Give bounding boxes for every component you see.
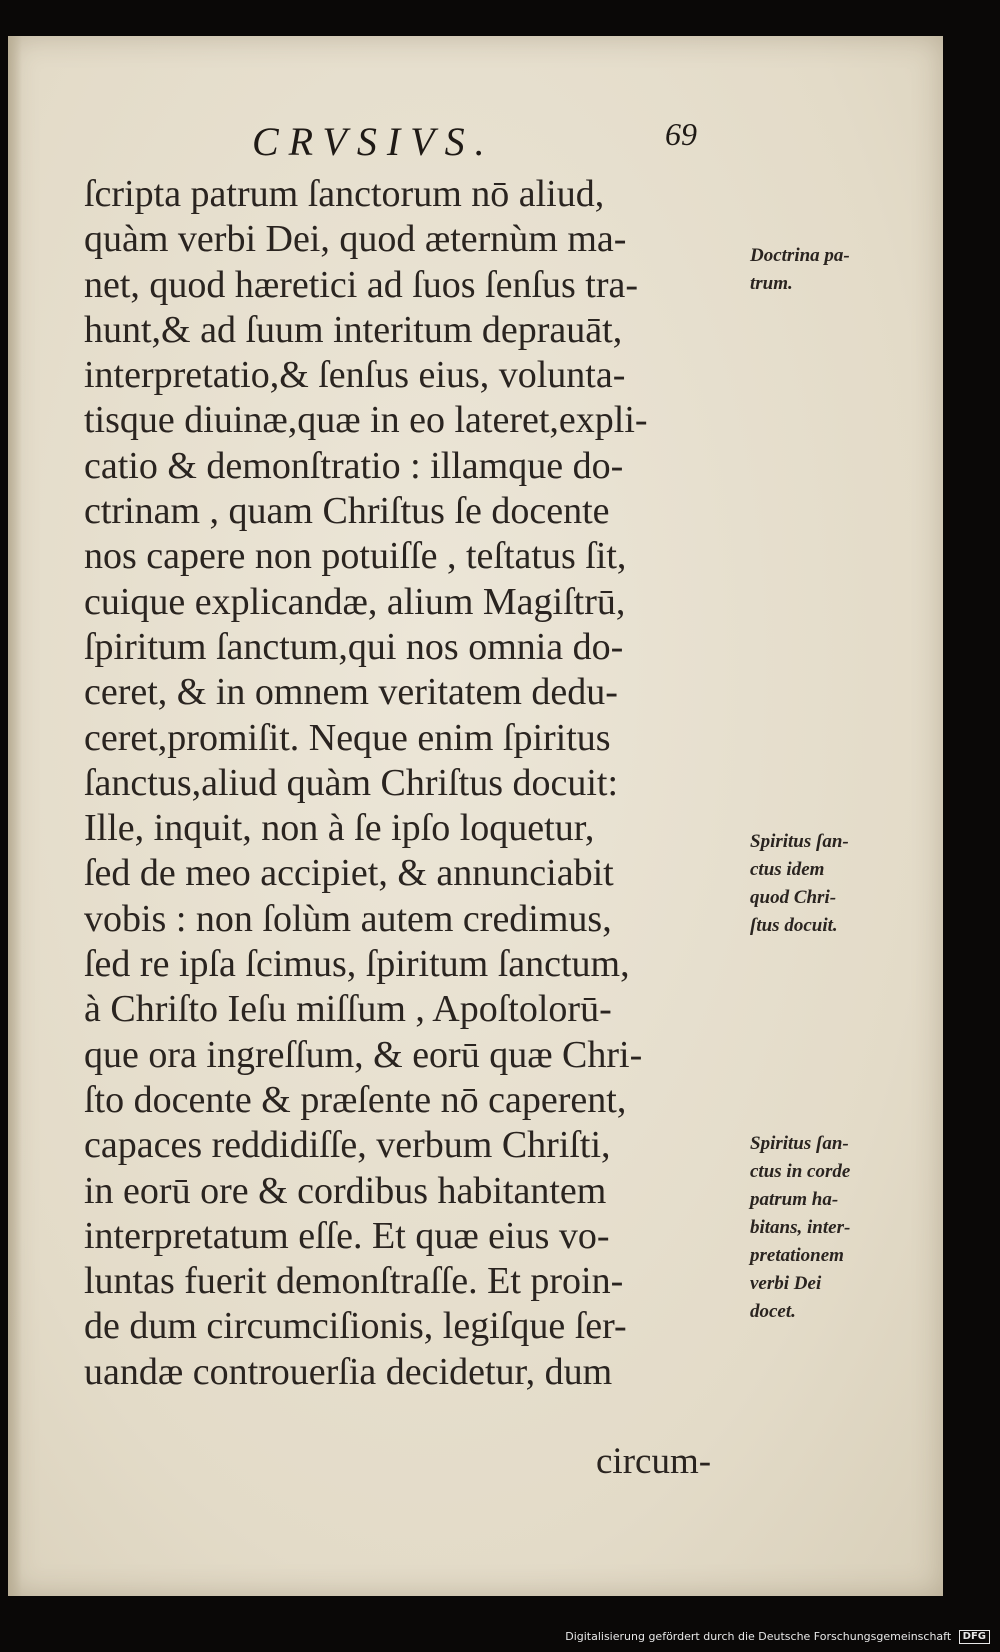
text-line: interpretatio,& ſenſus eius, volunta-: [84, 354, 626, 397]
text-line: de dum circumciſionis, legiſque ſer-: [84, 1305, 627, 1348]
text-line: interpretatum eſſe. Et quæ eius vo-: [84, 1214, 610, 1257]
marginal-note-line: pretationem: [750, 1245, 844, 1266]
marginal-note-line: ſtus docuit.: [750, 915, 838, 936]
funding-credit: [565, 1630, 990, 1644]
dfg-logo: DFG: [959, 1630, 990, 1644]
text-line: ſed re ipſa ſcimus, ſpiritum ſanctum,: [84, 943, 630, 986]
text-line: vobis : non ſolùm autem credimus,: [84, 897, 612, 940]
book-page: [8, 36, 943, 1596]
marginal-note-line: trum.: [750, 273, 793, 294]
marginal-note-line: ctus in corde: [750, 1161, 851, 1182]
marginal-note-line: patrum ha-: [750, 1189, 839, 1210]
text-line: ceret,promiſit. Neque enim ſpiritus: [84, 716, 611, 759]
text-line: que ora ingreſſum, & eorū quæ Chri-: [84, 1033, 643, 1076]
catchword: circum-: [596, 1441, 712, 1482]
text-line: ſpiritum ſanctum,qui nos omnia do-: [84, 625, 624, 668]
marginal-note-line: ctus idem: [750, 859, 825, 880]
text-line: uandæ controuerſia decidetur, dum: [84, 1350, 613, 1393]
text-line: ſto docente & præſente nō caperent,: [84, 1078, 627, 1121]
text-line: ceret, & in omnem veritatem dedu-: [84, 671, 618, 714]
text-line: hunt,& ad ſuum interitum deprauāt,: [84, 308, 623, 351]
text-line: luntas fuerit demonſtraſſe. Et proin-: [84, 1260, 624, 1303]
text-line: in eorū ore & cordibus habitantem: [84, 1169, 607, 1212]
text-line: catio & demonſtratio : illamque do-: [84, 444, 624, 487]
marginal-note-line: Spiritus ſan-: [750, 831, 849, 852]
text-line: quàm verbi Dei, quod æternùm ma-: [84, 218, 627, 261]
marginal-note-doctrina: [750, 242, 850, 298]
marginal-note-line: Spiritus ſan-: [750, 1133, 849, 1154]
marginal-note-line: docet.: [750, 1301, 796, 1322]
page-gutter-shadow: [8, 36, 22, 1596]
text-line: ſed de meo accipiet, & annunciabit: [84, 852, 614, 895]
text-line: à Chriſto Ieſu miſſum , Apoſtolorū-: [84, 988, 612, 1031]
marginal-note-line: verbi Dei: [750, 1273, 822, 1294]
marginal-note-spiritus-idem: [750, 828, 849, 940]
text-line: capaces reddidiſſe, verbum Chriſti,: [84, 1124, 611, 1167]
text-line: cuique explicandæ, alium Magiſtrū,: [84, 580, 626, 623]
running-head: CRVSIVS.: [252, 119, 495, 164]
text-line: ſanctus,aliud quàm Chriſtus docuit:: [84, 761, 619, 804]
marginal-note-line: Doctrina pa-: [750, 245, 850, 266]
text-line: ctrinam , quam Chriſtus ſe docente: [84, 490, 610, 533]
marginal-note-line: bitans, inter-: [750, 1217, 851, 1238]
text-line: net, quod hæretici ad ſuos ſenſus tra-: [84, 263, 639, 306]
page-number: 69: [665, 116, 697, 152]
marginal-note-line: quod Chri-: [750, 887, 837, 908]
text-line: nos capere non potuiſſe , teſtatus ſit,: [84, 535, 627, 578]
funding-credit-text: Digitalisierung gefördert durch die Deutsche Forschungsgemeinschaft: [565, 1630, 952, 1643]
body-text: [84, 172, 734, 1395]
text-line: Ille, inquit, non à ſe ipſo loquetur,: [84, 807, 595, 850]
text-line: ſcripta patrum ſanctorum nō aliud,: [84, 173, 605, 215]
text-line: tisque diuinæ,quæ in eo lateret,expli-: [84, 399, 648, 442]
marginal-note-spiritus-in-corde: [750, 1130, 850, 1326]
